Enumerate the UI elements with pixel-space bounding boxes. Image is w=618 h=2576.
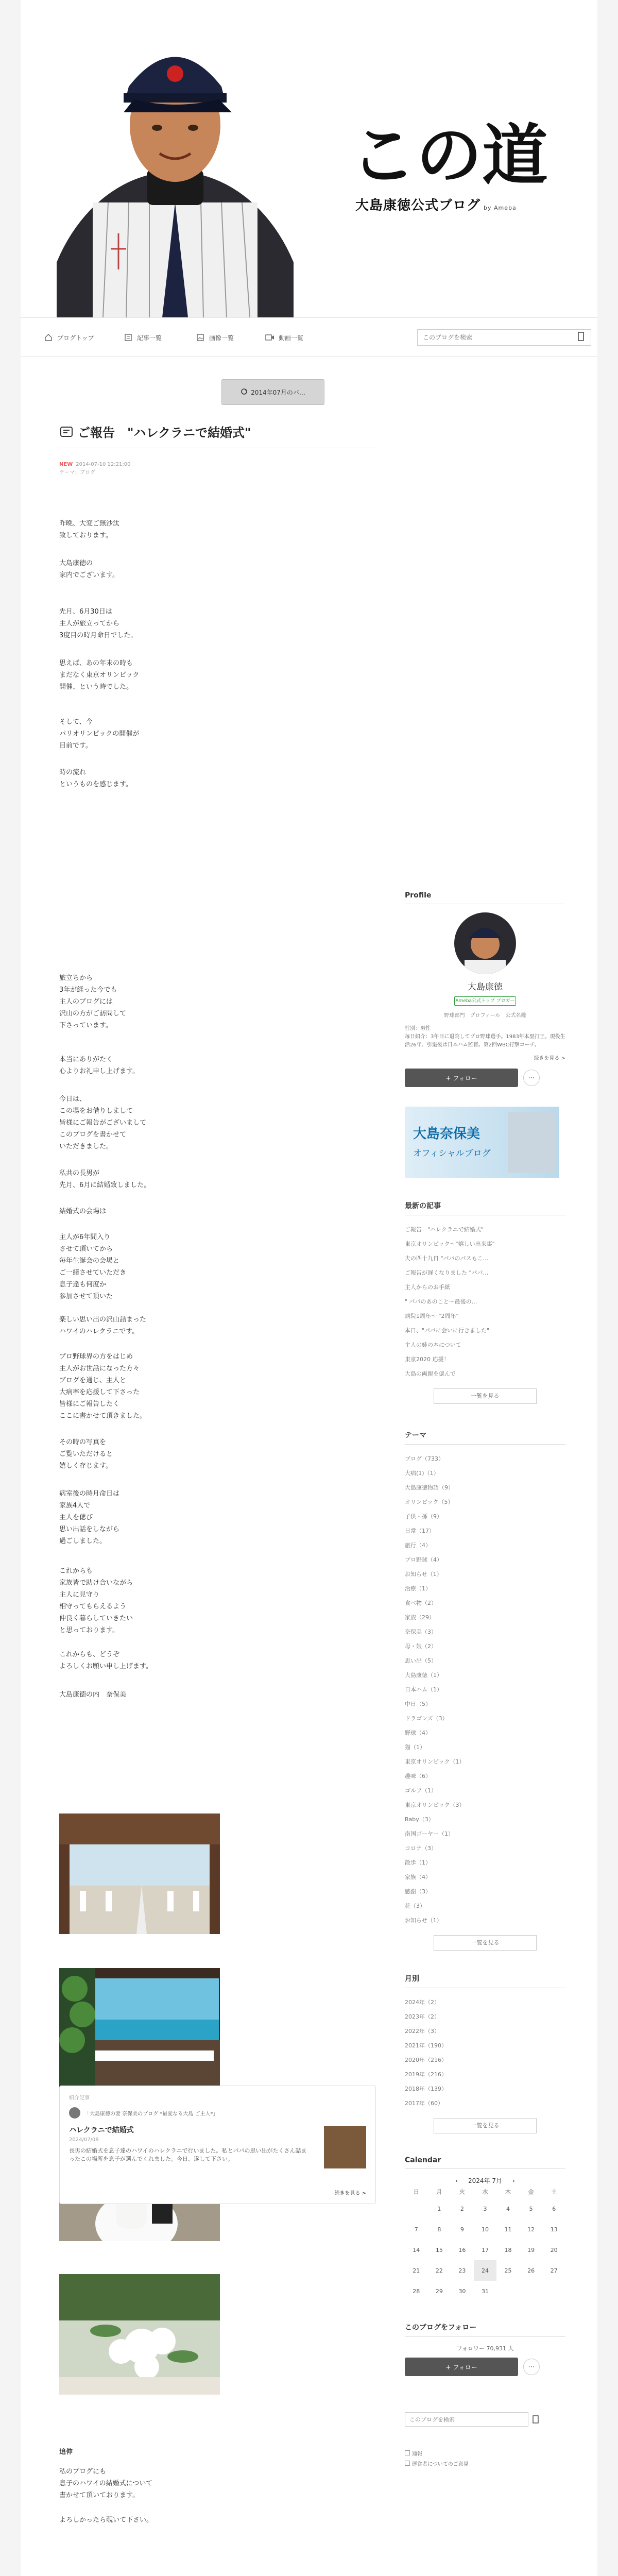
follow-button[interactable]: + フォロー (405, 1069, 518, 1087)
sidebar-search-input[interactable] (405, 2412, 528, 2427)
embedded-post-card[interactable] (59, 2086, 376, 2204)
calendar-weekday: 日 (413, 2189, 419, 2195)
author-avatar (69, 2107, 80, 2119)
postscript-heading: 追伸 (59, 2448, 73, 2456)
recent-post-link[interactable]: 病院1周年～ "2周年" (405, 1313, 459, 1319)
theme-link[interactable]: 趣味（6） (405, 1773, 431, 1780)
follow-button-bottom[interactable]: + フォロー (405, 2358, 518, 2376)
calendar-day[interactable]: 7 (414, 2226, 418, 2233)
post-paragraph: 先月、6月30日は 主人が旅立ってから 3度目の時月命日でした。 (59, 608, 138, 639)
theme-link[interactable]: お知らせ（1） (405, 1917, 442, 1924)
calendar-day[interactable]: 26 (527, 2267, 535, 2274)
recent-more-button[interactable]: 一覧を見る (434, 1388, 537, 1404)
banner-subtitle: オフィシャルブログ (413, 1148, 491, 1159)
calendar-day[interactable]: 12 (527, 2226, 535, 2233)
archive-link[interactable]: 2023年（2） (405, 2013, 440, 2020)
recent-post-link[interactable]: 夫の四十九日 "パパのパスもこ… (405, 1255, 489, 1262)
sidebar (405, 891, 565, 2470)
recent-posts-list (405, 1223, 565, 1381)
calendar-day[interactable]: 11 (504, 2226, 512, 2233)
theme-link[interactable]: 大病(1)（1） (405, 1470, 439, 1477)
theme-link[interactable]: 大島康徳（1） (405, 1672, 442, 1679)
recent-post-link[interactable]: 本日、"パパに会いに行きました" (405, 1327, 490, 1334)
theme-link[interactable]: 大島康徳物語（9） (405, 1484, 454, 1491)
calendar-day[interactable]: 2 (460, 2205, 464, 2212)
feedback-link[interactable] (405, 2460, 565, 2470)
new-badge: NEW (59, 462, 73, 467)
refresh-icon (241, 388, 248, 397)
month-archive-label: 2014年07月のバ… (251, 388, 305, 396)
official-blog-banner[interactable] (405, 1107, 559, 1178)
search-icon[interactable] (533, 2415, 539, 2426)
wedding-photo[interactable] (59, 1968, 220, 2089)
calendar-day (405, 2198, 428, 2219)
chevron-right-icon[interactable]: › (512, 2177, 515, 2184)
recent-post-link[interactable]: ご報告が遅くなりました "パパ… (405, 1269, 489, 1276)
theme-link[interactable]: ブログ（733） (405, 1455, 444, 1462)
calendar-day[interactable]: 28 (413, 2287, 420, 2295)
follow-section-heading: このブログをフォロー (405, 2322, 565, 2337)
calendar-day[interactable]: 23 (458, 2267, 466, 2274)
theme-link[interactable]: 東京オリンピック（3） (405, 1802, 465, 1808)
official-blogger-badge: Ameba公式トップ ブロガー (454, 996, 516, 1006)
month-archive-button[interactable] (221, 379, 324, 405)
search-button[interactable] (574, 331, 588, 344)
theme-link[interactable]: 猫（1） (405, 1744, 425, 1751)
calendar-day[interactable]: 17 (481, 2246, 489, 2253)
embed-read-more[interactable]: 続きを見る > (334, 2191, 366, 2196)
themes-heading: テーマ (405, 1430, 565, 1445)
theme-link[interactable]: Baby（3） (405, 1816, 434, 1823)
post-paragraph: 思えば、あの年末の時も まだなく東京オリンピック 開催、という時でした。 (59, 659, 140, 691)
svg-text:この道: この道 (350, 117, 548, 190)
profile-text: 性別：男性 毎日紹介：3年目に退院してプロ野球選手。1983年本塁打王。現役生活26年、引退後は日本ハム監督。第2回WBC打撃コーチ。 (405, 1026, 565, 1048)
archive-link[interactable]: 2017年（60） (405, 2100, 443, 2107)
post-paragraph: これからも 家族皆で助け合いながら 主人に見守り 相守ってもらえるよう 仲良く暮らしていきたい と思っております。 (59, 1567, 133, 1634)
calendar-day (496, 2281, 520, 2301)
post-paragraph: 大島康徳の 家内でございます。 (59, 560, 119, 579)
info-icon (405, 2461, 410, 2466)
calendar-day[interactable]: 9 (460, 2226, 464, 2233)
theme-link[interactable]: 家族（4） (405, 1874, 431, 1880)
calendar-weekday: 水 (482, 2189, 488, 2195)
nav-label: 記事一覧 (137, 334, 162, 342)
theme-link[interactable]: 東京オリンピック（1） (405, 1758, 465, 1765)
theme-link[interactable]: コロナ（3） (405, 1845, 437, 1852)
embed-author: 「大島康徳の妻 奈保美のブログ *最愛なる大島 ご主人*」 (84, 2111, 218, 2117)
themes-list (405, 1452, 565, 1928)
banner-title: 大島奈保美 (413, 1126, 480, 1142)
recent-post-link[interactable]: " パパのあのこと～最後の… (405, 1298, 477, 1305)
calendar-day (542, 2281, 565, 2301)
list-icon (124, 333, 133, 342)
post-date: 2014-07-10 12:21:00 (76, 462, 131, 467)
theme-link[interactable]: 日本ハム（1） (405, 1686, 442, 1693)
embed-thumbnail (324, 2126, 366, 2168)
report-label: 通報 (412, 2451, 422, 2457)
calendar-day[interactable]: 22 (435, 2267, 443, 2274)
report-link[interactable] (405, 2449, 565, 2460)
calendar-heading: Calendar (405, 2156, 565, 2169)
post-paragraph: そして、今 パリオリンピックの開催が 目前です。 (59, 718, 140, 750)
calendar-day[interactable]: 24 (474, 2260, 497, 2281)
recent-post-link[interactable]: 主人からのお手紙 (405, 1284, 450, 1291)
theme-link[interactable]: 南国ゴーヤー（1） (405, 1831, 454, 1837)
search-icon (577, 332, 585, 343)
theme-link[interactable]: ゴルフ（1） (405, 1787, 437, 1794)
calendar-day[interactable]: 15 (435, 2246, 443, 2253)
profile-name[interactable]: 大島康徳 (468, 982, 503, 992)
post-paragraph: その時の写真を ご覧いただけると 嬉しく存じます。 (59, 1438, 113, 1470)
video-icon (265, 333, 274, 342)
recent-post-link[interactable]: ご報告 "ハレクラニで結婚式" (405, 1226, 484, 1233)
post-paragraph: プロ野球界の方をはじめ 主人がお世話になった方々 ブログを通じ、主人と 大病率を応援して下さった 皆様にご報告したく ここに書かせて頂きました。 (59, 1353, 147, 1420)
calendar-day[interactable]: 31 (481, 2287, 489, 2295)
ameba-credit: by Ameba (484, 205, 517, 211)
nav-label: ブログトップ (57, 334, 94, 342)
flag-icon (405, 2450, 410, 2455)
theme-link[interactable]: 家族（29） (405, 1614, 435, 1621)
theme-link[interactable]: ドラゴンズ（3） (405, 1715, 448, 1722)
theme-link[interactable]: 子供・孫（9） (405, 1513, 442, 1520)
wedding-photo[interactable] (59, 2274, 220, 2395)
theme-link[interactable]: 花（3） (405, 1903, 425, 1909)
archive-link[interactable]: 2021年（190） (405, 2042, 447, 2049)
nav-video-list[interactable] (265, 333, 303, 342)
calendar-day[interactable]: 20 (550, 2246, 558, 2253)
nav-article-list[interactable] (124, 333, 162, 342)
home-icon (44, 333, 53, 342)
calendar-weekday: 土 (551, 2189, 557, 2195)
calendar-day[interactable]: 27 (550, 2267, 558, 2274)
image-icon (196, 333, 205, 342)
blog-header[interactable] (21, 20, 597, 317)
nav-label: 画像一覧 (209, 334, 234, 342)
theme-link[interactable]: 野球（4） (405, 1730, 431, 1736)
theme-link[interactable]: 思い出（5） (405, 1657, 437, 1664)
post-theme[interactable]: テーマ：ブログ (59, 470, 95, 476)
calendar-month: 2024年 7月 (468, 2177, 502, 2184)
blog-search-input[interactable] (417, 329, 591, 346)
calendar-weekday: 金 (528, 2189, 534, 2195)
recent-post-link[interactable]: 主人の姉の本について (405, 1342, 461, 1348)
post-paragraph: 私のブログにも 息子のハワイの結婚式について 書かせて頂いております。 (59, 2468, 153, 2499)
calendar-day[interactable]: 21 (413, 2267, 420, 2274)
recent-post-link[interactable]: 東京2020 応援！ (405, 1356, 450, 1363)
archive-link[interactable]: 2022年（3） (405, 2028, 440, 2035)
banner-photo (508, 1112, 555, 1173)
recent-post-link[interactable]: 東京オリンピック～"嬉しい出来事" (405, 1241, 495, 1247)
calendar-day[interactable]: 18 (504, 2246, 512, 2253)
calendar-day[interactable]: 1 (437, 2205, 441, 2212)
post-paragraph: 旅立ちから 3年が経った今でも 主人のブログには 沢山の方がご訪問して 下さっています。 (59, 974, 127, 1029)
nav-blog-top[interactable] (44, 333, 94, 342)
calendar-weekday: 火 (459, 2189, 465, 2195)
post-paragraph: 昨晩、大変ご無沙汰 致しております。 (59, 520, 120, 539)
post-paragraph: これからも、どうぞ よろしくお願い申し上げます。 (59, 1651, 152, 1670)
post-paragraph: よろしかったら覗いて下さい。 (59, 2516, 153, 2524)
theme-link[interactable]: 治療（1） (405, 1585, 431, 1592)
blog-title-logo (350, 117, 566, 190)
calendar-grid (405, 2185, 565, 2301)
calendar-weekday: 月 (436, 2189, 442, 2195)
post-title-text: ご報告 "ハレクラニで結婚式" (78, 426, 251, 440)
wedding-photo[interactable] (59, 1814, 220, 1934)
archive-link[interactable]: 2018年（139） (405, 2086, 447, 2092)
profile-avatar[interactable] (454, 912, 516, 974)
theme-link[interactable]: 感謝（3） (405, 1888, 431, 1895)
theme-link[interactable]: プロ野球（4） (405, 1556, 442, 1563)
blog-subtitle (355, 195, 517, 214)
embed-header: 紹介記事 (69, 2095, 90, 2101)
profile-more-link[interactable]: 続きを見る > (534, 1056, 565, 1061)
calendar-day[interactable]: 19 (527, 2246, 535, 2253)
post-paragraph: 本当にありがたく 心よりお礼申し上げます。 (59, 1056, 139, 1075)
nav-label: 動画一覧 (279, 334, 304, 342)
post-paragraph: 主人が6年間入り させて頂いてから 毎年生誕会の会場と ご一緒させていただき 息子達も何度か 参加させて頂いた (59, 1233, 127, 1300)
theme-link[interactable]: 中日（5） (405, 1701, 431, 1707)
archive-link[interactable]: 2024年（2） (405, 1999, 440, 2006)
calendar-weekday: 木 (505, 2189, 511, 2195)
calendar-day[interactable]: 16 (458, 2246, 466, 2253)
theme-link[interactable]: 奈保美（3） (405, 1629, 437, 1635)
themes-more-button[interactable]: 一覧を見る (434, 1935, 537, 1951)
profile-tags[interactable]: 野球部門 プロフィール 公式名鑑 (444, 1013, 526, 1019)
post-signature: 大島康徳の内 奈保美 (59, 1691, 127, 1699)
post-paragraph: 結婚式の会場は (59, 1208, 107, 1215)
nav-image-list[interactable] (196, 333, 234, 342)
embed-title: ハレクラニで結婚式 (69, 2126, 134, 2134)
archive-more-button[interactable]: 一覧を見る (434, 2118, 537, 2133)
calendar-day[interactable]: 10 (481, 2226, 489, 2233)
embed-date: 2024/07/08 (69, 2137, 99, 2143)
post-paragraph: 病室後の時月命日は 家族4人で 主人を偲び 思い出話をしながら 過ごしました。 (59, 1490, 120, 1545)
archive-heading: 月別 (405, 1973, 565, 1988)
profile-heading: Profile (405, 891, 565, 904)
archive-list (405, 1995, 565, 2111)
post-paragraph: 楽しい思い出の沢山詰まった ハワイのハレクラニです。 (59, 1316, 147, 1335)
post-paragraph: 私共の長男が 先月、6月に結婚致しました。 (59, 1170, 151, 1189)
theme-link[interactable]: 日常（17） (405, 1528, 435, 1534)
more-options-icon[interactable]: ⋯ (523, 2359, 540, 2375)
calendar-day[interactable]: 5 (529, 2205, 533, 2212)
blog-subtitle-text: 大島康徳公式ブログ (355, 198, 481, 213)
post-paragraph: 今日は、 この場をお借りしまして 皆様にご報告がございまして このブログを書かせて いただきました。 (59, 1095, 147, 1150)
post-paragraph: 時の流れ というものを感じます。 (59, 769, 132, 788)
feedback-label: 運営者についてのご意見 (412, 2462, 469, 2467)
archive-link[interactable]: 2020年（216） (405, 2057, 447, 2063)
header-portrait (57, 32, 294, 317)
recent-posts-heading: 最新の記事 (405, 1200, 565, 1215)
calendar-day[interactable]: 13 (550, 2226, 558, 2233)
calendar-day[interactable]: 14 (413, 2246, 420, 2253)
theme-link[interactable]: 母・娘（2） (405, 1643, 437, 1650)
calendar (405, 2156, 565, 2301)
recent-post-link[interactable]: 大島の両親を偲んで (405, 1370, 456, 1377)
archive-link[interactable]: 2019年（216） (405, 2071, 447, 2078)
calendar-day[interactable]: 8 (437, 2226, 441, 2233)
theme-link[interactable]: 食べ物（2） (405, 1600, 437, 1606)
theme-link[interactable]: オリンピック（5） (405, 1499, 454, 1505)
theme-link[interactable]: お知らせ（1） (405, 1571, 442, 1578)
post-body (59, 412, 376, 2576)
calendar-day[interactable]: 4 (506, 2205, 510, 2212)
chevron-left-icon[interactable]: ‹ (455, 2177, 458, 2184)
calendar-day[interactable]: 6 (552, 2205, 556, 2212)
calendar-day[interactable]: 30 (458, 2287, 466, 2295)
embed-excerpt: 長男の結婚式を息子達のハワイのハレクラニで行いました。私とパパの思い出がたくさん詰まったこの場所を息子が選んでくれました。今日、遂して下さい。 (69, 2147, 307, 2162)
theme-link[interactable]: 旅行（4） (405, 1542, 431, 1549)
blog-article (59, 412, 376, 2524)
calendar-day[interactable]: 25 (504, 2267, 512, 2274)
blog-nav (21, 317, 597, 357)
follower-count: フォロワー 70,931 人 (456, 2345, 514, 2352)
calendar-day[interactable]: 29 (435, 2287, 443, 2295)
calendar-day (520, 2281, 543, 2301)
more-options-icon[interactable]: ⋯ (523, 1070, 540, 1086)
theme-link[interactable]: 散歩（1） (405, 1859, 431, 1866)
calendar-day[interactable]: 3 (483, 2205, 487, 2212)
